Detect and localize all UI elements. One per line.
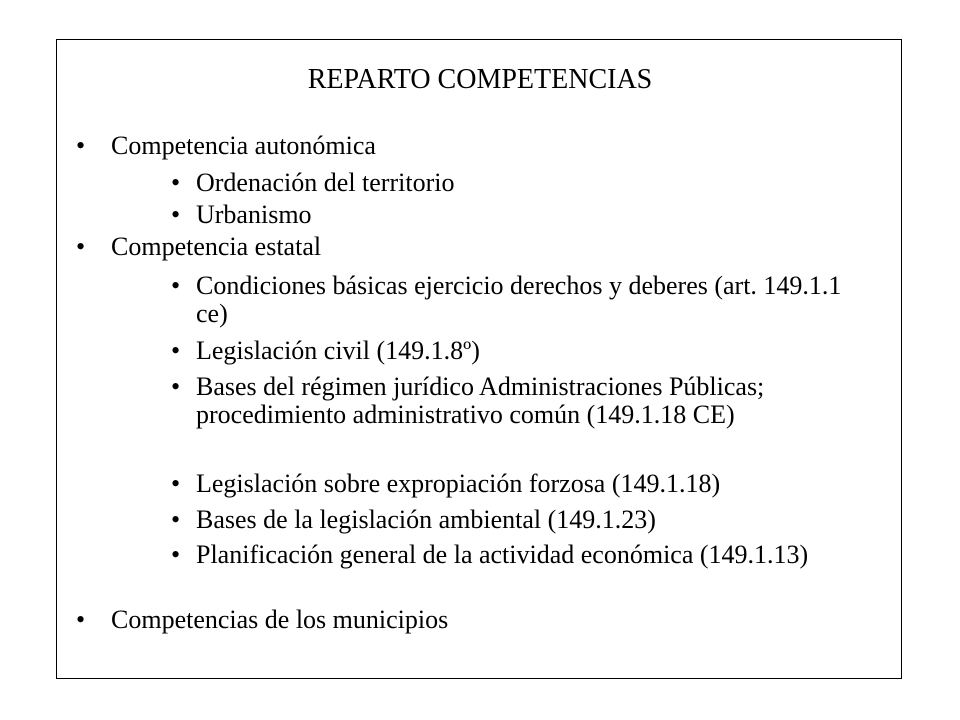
bullet-icon: • (76, 131, 86, 160)
list-subitem-urbanismo (171, 201, 851, 229)
list-item-competencia-estatal (76, 233, 321, 261)
list-item-label: Legislación sobre expropiación forzosa (149.1.18) (196, 469, 721, 498)
list-item-label: Bases del régimen jurídico Administraciones Públicas; procedimiento administrativo común (149.1.18 CE) (196, 372, 765, 429)
bullet-icon: • (76, 605, 86, 634)
bullet-icon: • (76, 232, 86, 261)
list-item-label: Ordenación del territorio (196, 168, 455, 197)
list-subitem-legislacion-civil (171, 337, 851, 365)
list-subitem-ordenacion-territorio (171, 169, 851, 197)
bullet-icon: • (171, 469, 181, 498)
list-item-label: Urbanismo (196, 200, 312, 229)
list-subitem-bases-regimen-juridico (171, 373, 851, 429)
bullet-icon: • (171, 372, 181, 401)
list-item-competencias-municipios (76, 606, 448, 634)
list-item-label: Condiciones básicas ejercicio derechos y deberes (art. 149.1.1 ce) (196, 271, 842, 328)
list-item-label: Planificación general de la actividad económica (149.1.13) (196, 540, 809, 569)
bullet-icon: • (171, 168, 181, 197)
list-item-label: Bases de la legislación ambiental (149.1.23) (196, 505, 656, 534)
bullet-icon: • (171, 505, 181, 534)
list-item-label: Legislación civil (149.1.8º) (196, 336, 480, 365)
bullet-icon: • (171, 336, 181, 365)
list-item-label: Competencia estatal (111, 232, 322, 261)
list-item-competencia-autonomica (76, 132, 376, 160)
list-item-label: Competencia autonómica (111, 131, 376, 160)
bullet-icon: • (171, 540, 181, 569)
bullet-icon: • (171, 200, 181, 229)
list-subitem-planificacion-economica (171, 541, 851, 569)
list-subitem-expropiacion-forzosa (171, 470, 851, 498)
list-subitem-condiciones-basicas (171, 272, 851, 328)
list-item-label: Competencias de los municipios (111, 605, 449, 634)
list-subitem-legislacion-ambiental (171, 506, 851, 534)
bullet-icon: • (171, 271, 181, 300)
page-title: REPARTO COMPETENCIAS (307, 64, 653, 95)
